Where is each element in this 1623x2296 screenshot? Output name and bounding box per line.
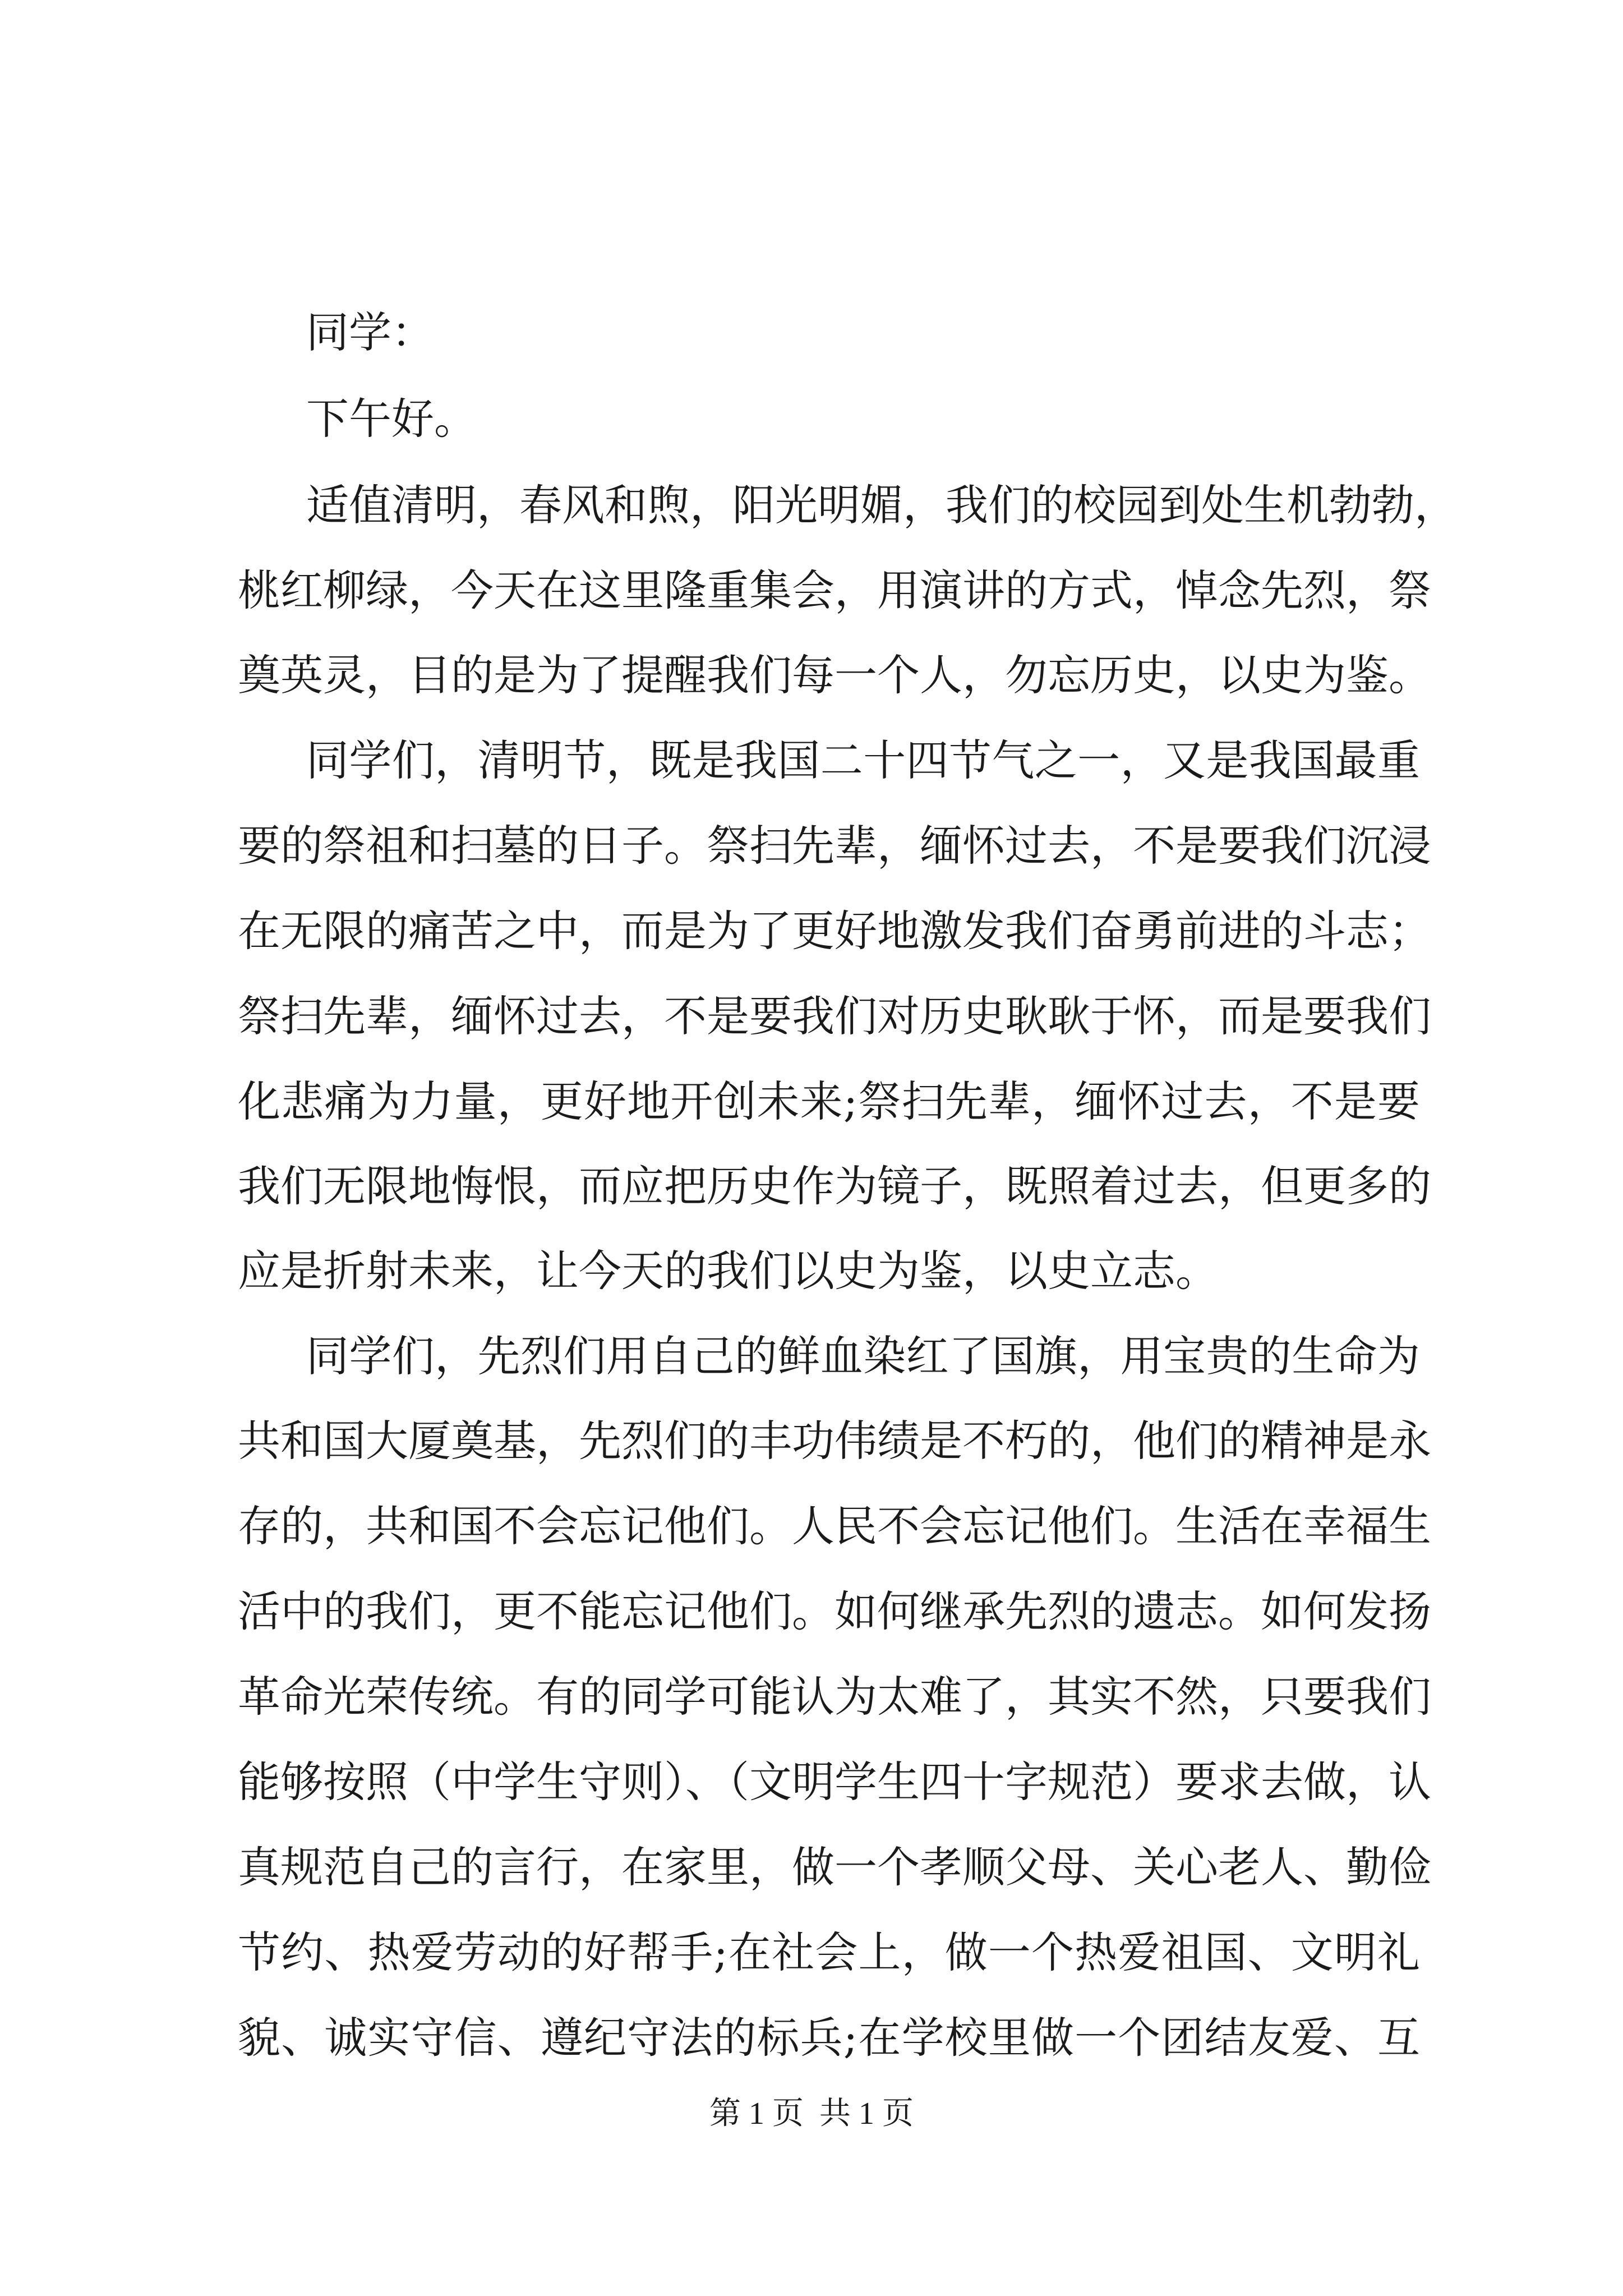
paragraph-2-line: 应是折射未来，让今天的我们以史为鉴，以史立志。 <box>238 1246 1218 1296</box>
paragraph-3-line: 貌、诚实守信、遵纪守法的标兵;在学校里做一个团结友爱、互 <box>238 2013 1420 2063</box>
paragraph-3-line: 共和国大厦奠基，先烈们的丰功伟绩是不朽的，他们的精神是永 <box>238 1416 1431 1466</box>
paragraph-3-line: 活中的我们，更不能忘记他们。如何继承先烈的遗志。如何发扬 <box>238 1586 1431 1636</box>
paragraph-2-line: 同学们，清明节，既是我国二十四节气之一，又是我国最重 <box>306 735 1420 785</box>
salutation-line: 同学： <box>306 307 434 357</box>
paragraph-1-line: 桃红柳绿，今天在这里隆重集会，用演讲的方式，悼念先烈，祭 <box>238 565 1431 615</box>
paragraph-2-line: 祭扫先辈，缅怀过去，不是要我们对历史耿耿于怀，而是要我们 <box>238 991 1431 1041</box>
paragraph-2-line: 我们无限地悔恨，而应把历史作为镜子，既照着过去，但更多的 <box>238 1161 1431 1211</box>
paragraph-3-line: 革命光荣传统。有的同学可能认为太难了，其实不然，只要我们 <box>238 1672 1431 1722</box>
page-number-footer: 第 1 页 共 1 页 <box>709 2096 914 2131</box>
paragraph-3-line: 真规范自己的言行，在家里，做一个孝顺父母、关心老人、勤俭 <box>238 1842 1431 1892</box>
paragraph-3-line: 同学们，先烈们用自己的鲜血染红了国旗，用宝贵的生命为 <box>306 1331 1420 1381</box>
paragraph-3-line: 节约、热爱劳动的好帮手;在社会上，做一个热爱祖国、文明礼 <box>238 1927 1420 1977</box>
paragraph-2-line: 要的祭祖和扫墓的日子。祭扫先辈，缅怀过去，不是要我们沉浸 <box>238 821 1431 871</box>
paragraph-3-line: 存的，共和国不会忘记他们。人民不会忘记他们。生活在幸福生 <box>238 1501 1431 1551</box>
paragraph-3-line: 能够按照（中学生守则）、（文明学生四十字规范）要求去做，认 <box>238 1757 1431 1807</box>
paragraph-2-line: 化悲痛为力量，更好地开创未来;祭扫先辈，缅怀过去，不是要 <box>238 1076 1420 1126</box>
paragraph-1-line: 奠英灵，目的是为了提醒我们每一个人，勿忘历史，以史为鉴。 <box>238 650 1431 700</box>
paragraph-2-line: 在无限的痛苦之中，而是为了更好地激发我们奋勇前进的斗志； <box>238 906 1431 956</box>
paragraph-1-line: 适值清明，春风和煦，阳光明媚，我们的校园到处生机勃勃， <box>306 480 1457 530</box>
greeting-line: 下午好。 <box>306 394 477 444</box>
